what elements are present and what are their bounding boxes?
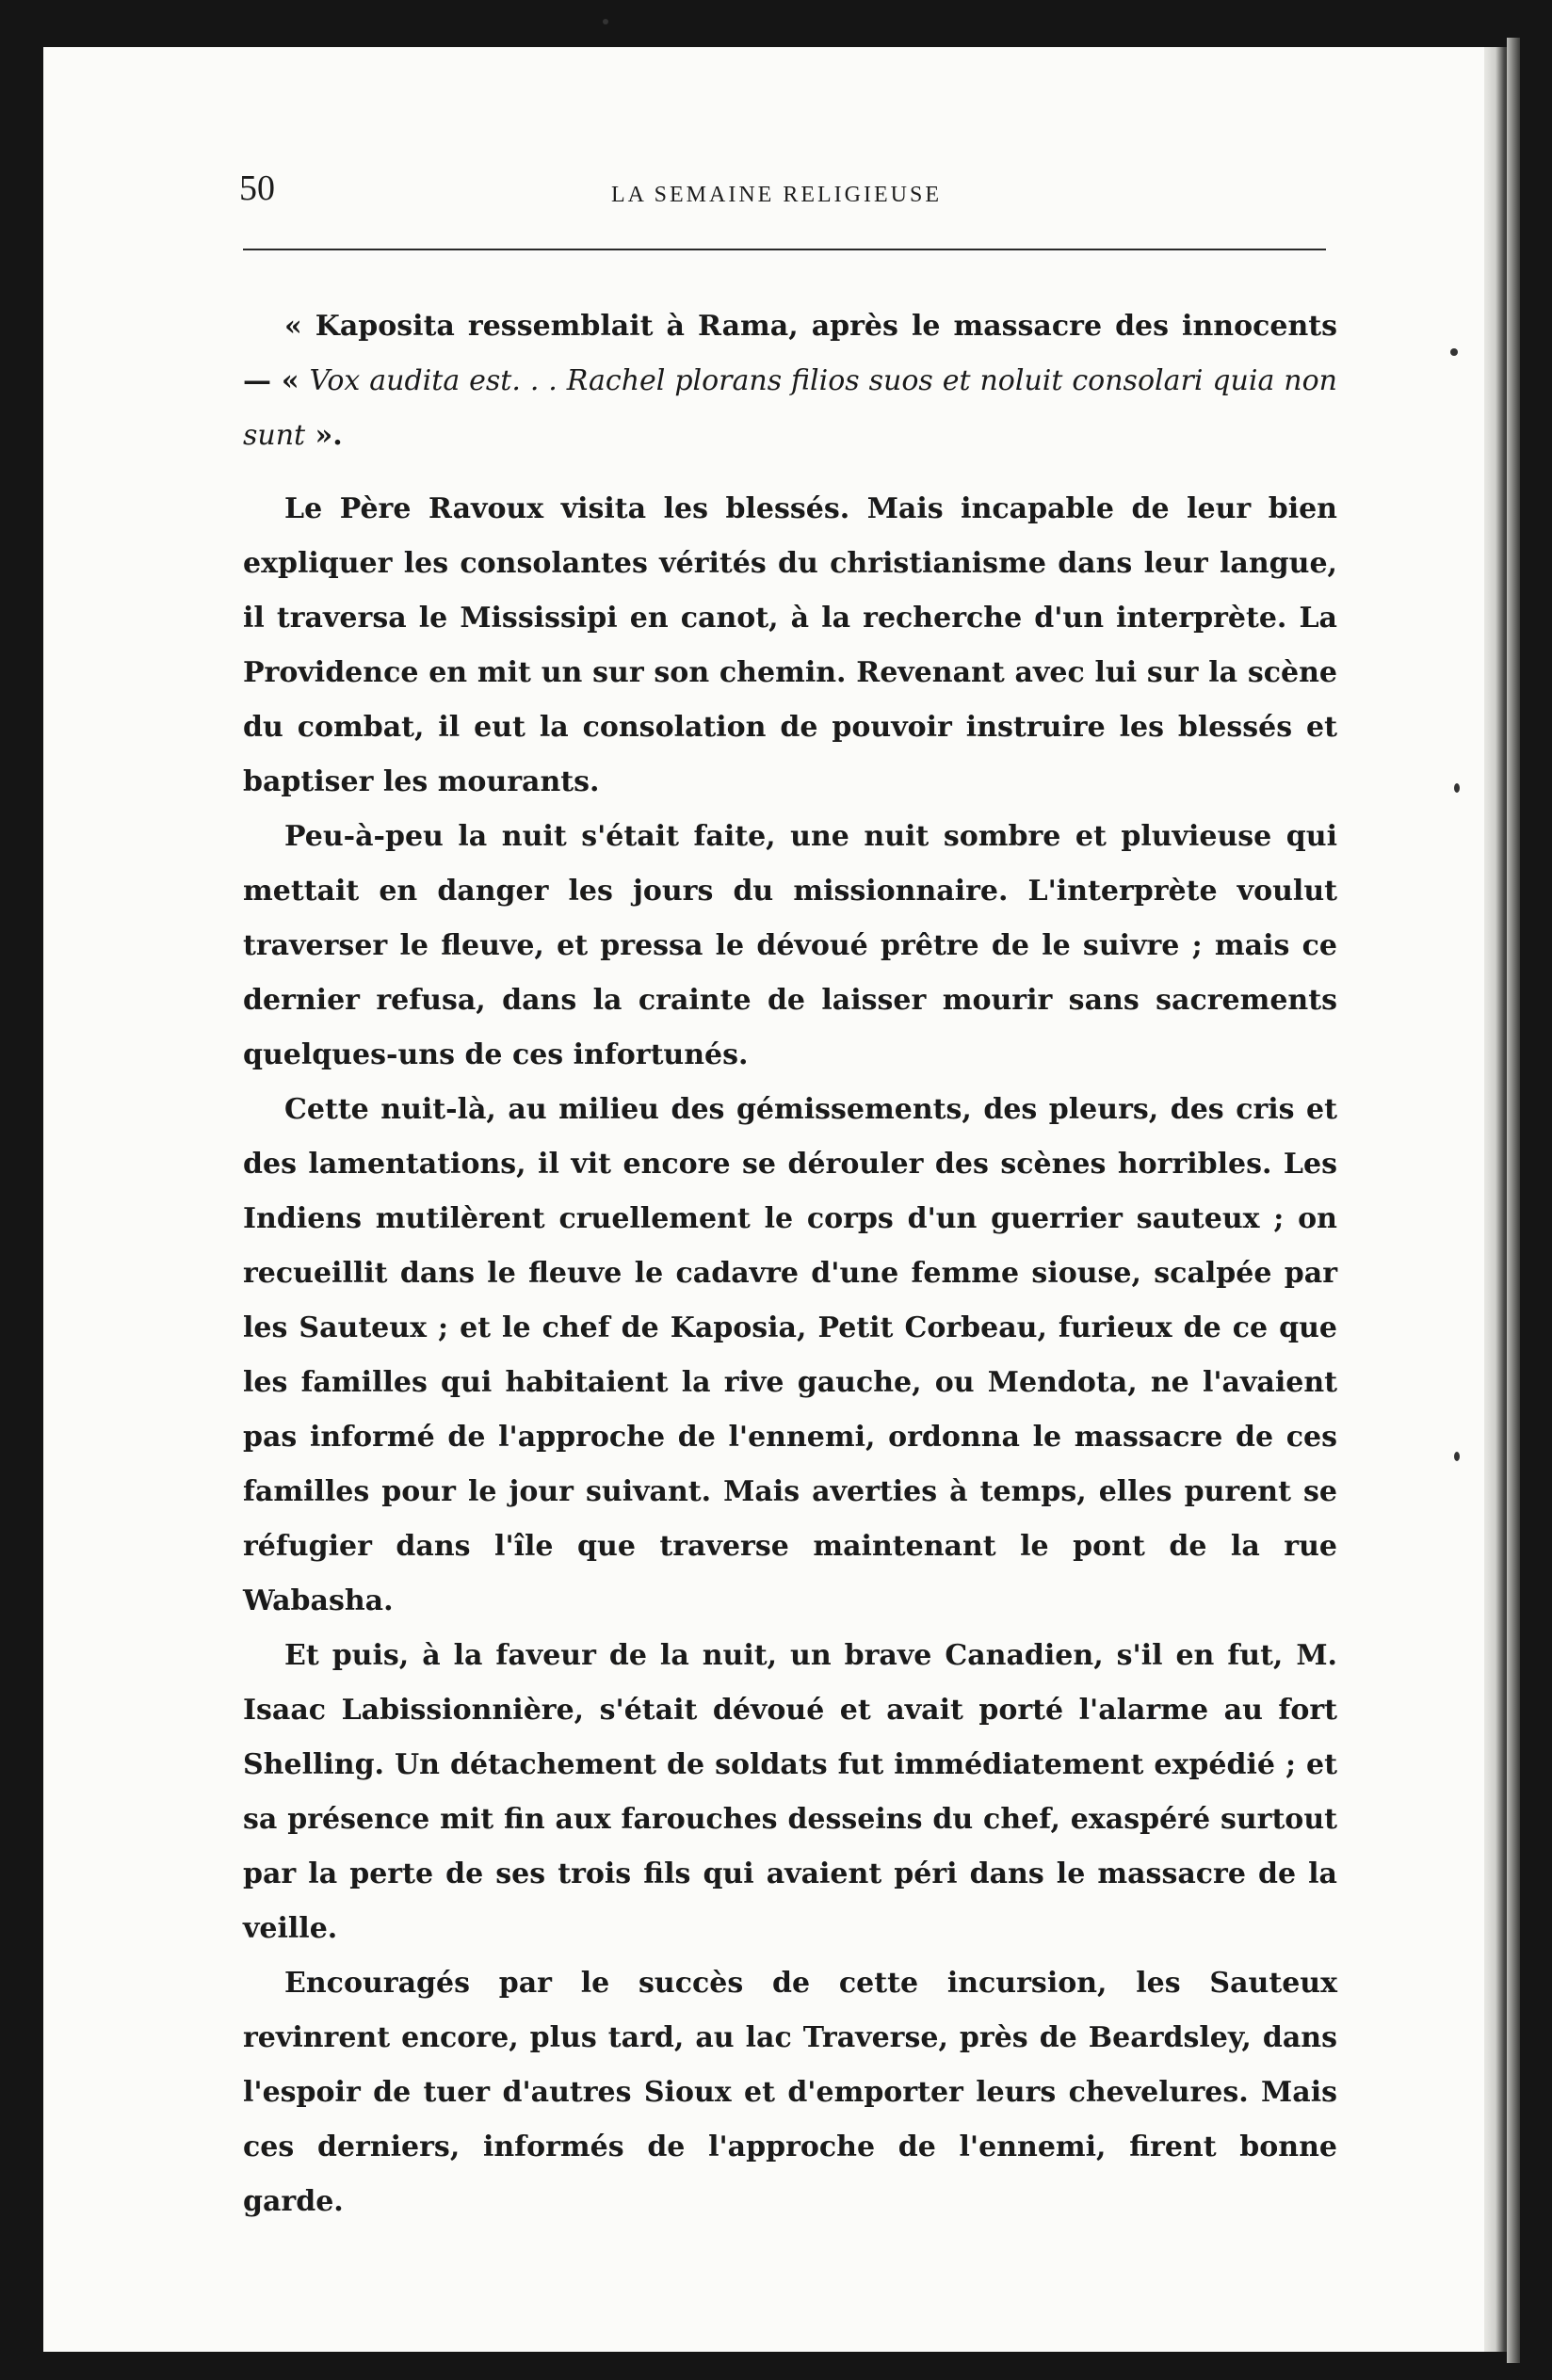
- page-number: 50: [239, 169, 275, 208]
- paragraph: Peu-à-peu la nuit s'était faite, une nuit sombre et pluvieuse qui mettait en danger les jours du missionnaire. L'interprète voulut traverser le fleuve, et pressa le dévoué prêtre de le suivre ; mais ce dernier refusa, dans la crainte de laisser mourir sans sacrements quelques-uns de ces infortunés.: [243, 820, 1337, 1071]
- header-rule: [243, 249, 1326, 250]
- quote-text: « Kaposita ressemblait à Rama, après le massacre des innocents — «: [243, 310, 1337, 397]
- paragraph: Le Père Ravoux visita les blessés. Mais incapable de leur bien expliquer les consolantes vérités du christianisme dans leur langue, il traversa le Mississipi en canot, à la recherche d'un interprète. La Providence en mit un sur son chemin. Revenant avec lui sur la scène du combat, il eut la consolation de pouvoir instruire les blessés et baptiser les mourants.: [243, 492, 1337, 798]
- latin-quote: Vox audita est. . . Rachel plorans filios suos et noluit consolari quia non sunt: [243, 364, 1337, 452]
- running-title: LA SEMAINE RELIGIEUSE: [611, 183, 942, 207]
- scan-speck: [1454, 1452, 1460, 1461]
- paragraph: Encouragés par le succès de cette incursion, les Sauteux revinrent encore, plus tard, au lac Traverse, près de Beardsley, dans l'espoir de tuer d'autres Sioux et d'emporter leurs chevelures. Mais ces derniers, informés de l'approche de l'ennemi, firent bonne garde.: [243, 1967, 1337, 2218]
- body-text: [243, 299, 1337, 2229]
- quote-close: ».: [305, 419, 343, 452]
- scan-speck: [1450, 348, 1458, 356]
- binding-edge: [1507, 38, 1520, 2363]
- paragraph-quote: [243, 299, 1337, 463]
- scan-speck: [603, 19, 608, 24]
- paragraph: Et puis, à la faveur de la nuit, un brave Canadien, s'il en fut, M. Isaac Labissionnière, s'était dévoué et avait porté l'alarme au fort Shelling. Un détachement de soldats fut immédiatement expédié ; et sa présence mit fin aux farouches desseins du chef, exaspéré surtout par la perte de ses trois fils qui avaient péri dans le massacre de la veille.: [243, 1639, 1337, 1945]
- paragraph: Cette nuit-là, au milieu des gémissements, des pleurs, des cris et des lamentations, il vit encore se dérouler des scènes horribles. Les Indiens mutilèrent cruellement le corps d'un guerrier sauteux ; on recueillit dans le fleuve le cadavre d'une femme siouse, scalpée par les Sauteux ; et le chef de Kaposia, Petit Corbeau, furieux de ce que les familles qui habitaient la rive gauche, ou Mendota, ne l'avaient pas informé de l'approche de l'ennemi, ordonna le massacre de ces familles pour le jour suivant. Mais averties à temps, elles purent se réfugier dans l'île que traverse maintenant le pont de la rue Wabasha.: [243, 1093, 1337, 1617]
- scan-speck: [1454, 783, 1460, 793]
- page-header: [239, 168, 1332, 224]
